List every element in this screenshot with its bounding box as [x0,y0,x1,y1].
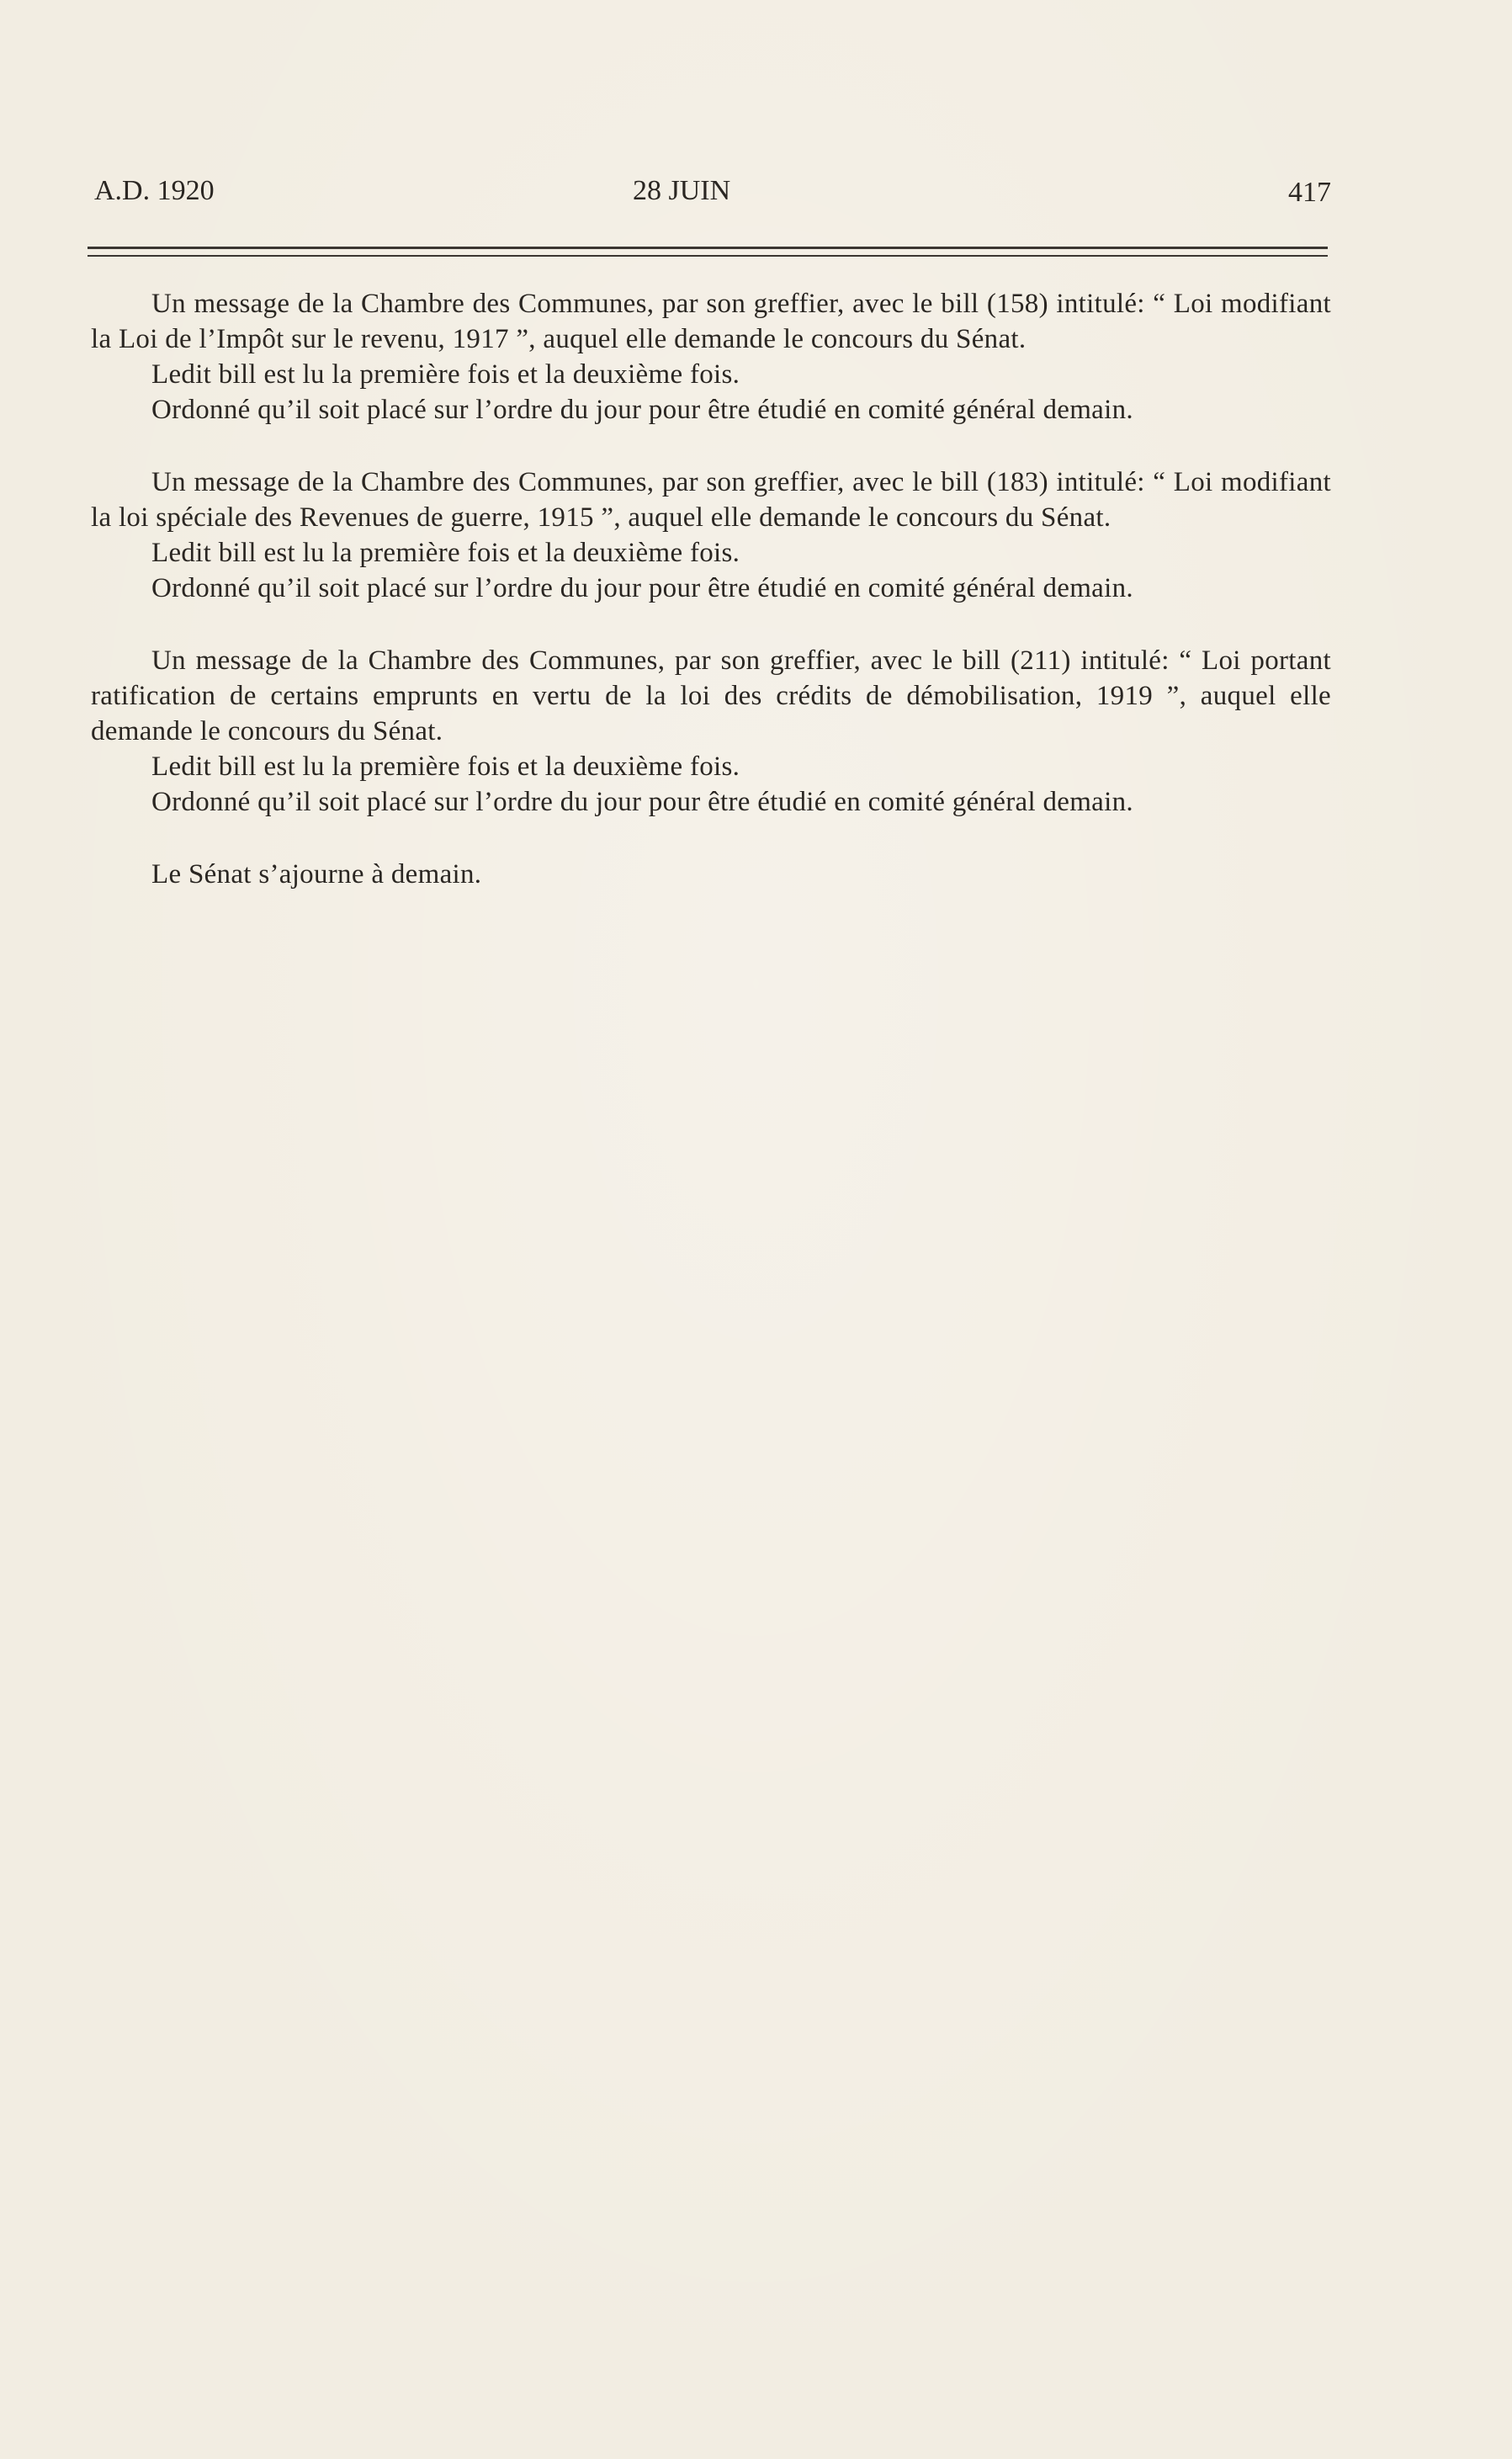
entry-bill-158 [91,286,1331,428]
entry-reading: Ledit bill est lu la première fois et la deuxième fois. [151,752,740,782]
closing-statement: Le Sénat s’ajourne à demain. [151,859,482,890]
entry-message: Un message de la Chambre des Communes, par son greffier, avec le bill (183) intitulé: “ Loi modifiant la loi spéciale des Revenues de guerre, 1915 ”, auquel elle demande le concours du Sénat. [91,467,1331,533]
entry-message: Un message de la Chambre des Communes, par son greffier, avec le bill (158) intitulé: “ Loi modifiant la Loi de l’Impôt sur le revenu, 1917 ”, auquel elle demande le concours du Sénat. [91,289,1331,354]
header-date: 28 JUIN [633,175,731,206]
entry-order: Ordonné qu’il soit placé sur l’ordre du jour pour être étudié en comité général demain. [151,395,1133,425]
header-rule-top [88,247,1328,249]
entry-message: Un message de la Chambre des Communes, par son greffier, avec le bill (211) intitulé: “ Loi portant ratification de certains emprunts en vertu de la loi des crédits de démobilisation, 1919 ”, auquel elle demande le concours du Sénat. [91,645,1331,746]
page-header [94,175,1331,217]
entry-reading: Ledit bill est lu la première fois et la deuxième fois. [151,538,740,568]
header-rule-bottom [88,255,1328,257]
entry-reading: Ledit bill est lu la première fois et la deuxième fois. [151,359,740,390]
page-number: 417 [1288,177,1331,208]
entry-bill-183 [91,465,1331,606]
entry-bill-211 [91,643,1331,820]
header-year: A.D. 1920 [94,175,215,206]
entry-order: Ordonné qu’il soit placé sur l’ordre du jour pour être étudié en comité général demain. [151,573,1133,603]
document-body [91,286,1331,892]
entry-order: Ordonné qu’il soit placé sur l’ordre du jour pour être étudié en comité général demain. [151,787,1133,817]
